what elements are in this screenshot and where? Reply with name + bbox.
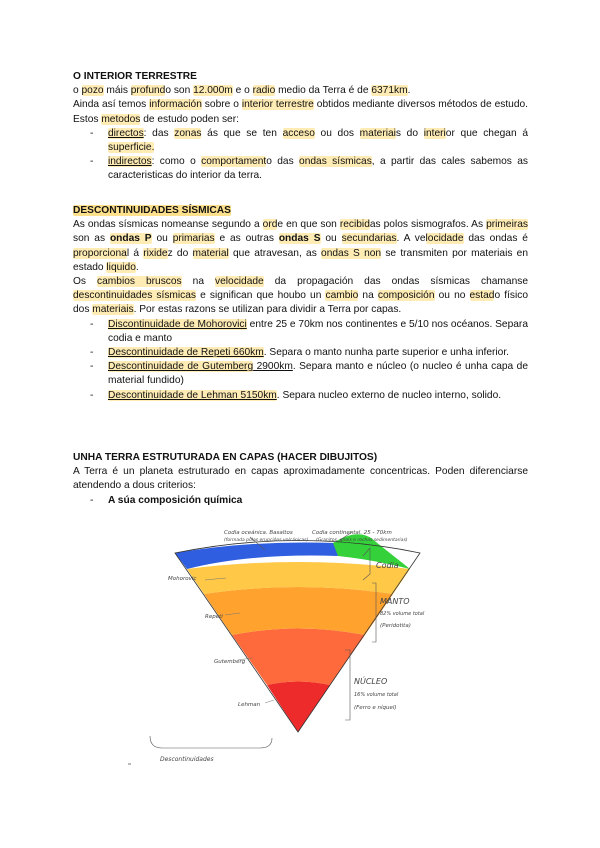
label-nucleo: NÚCLEO <box>354 677 388 686</box>
label-manto: MANTO <box>380 597 410 606</box>
intro-line: o pozo máis profundo son 12.000m e o radio medio da Terra é de 6371km. <box>73 85 411 97</box>
label-descontinuidades: Descontinuidades <box>160 756 214 763</box>
ondas-paragraph: As ondas sísmicas nomeanse segundo a orde en que son recibidas polos sismografos. As primeiras son as ondas P ou primarias e as outras ondas S ou secundarias. A velocidade das ondas é proporcional á rixidez do material que atravesan, as ondas S non se transmiten por materiais en estado liquido. <box>73 219 529 273</box>
label-gutemberg: Gutemberg <box>214 659 246 665</box>
list-item: - Descontinuidade de Gutemberg 2900km. Separa manto e núcleo (o nucleo é unha capa de material fundido) <box>73 360 528 388</box>
lower-mantle-layer <box>204 587 393 635</box>
label-nucleo-volume: 16% volume total <box>354 692 399 698</box>
label-mohorovic: Mohorovic <box>168 576 197 582</box>
list-item: - indirectos: como o comportamento das ondas sísmicas, a partir das cales sabemos as caracteristicas do interior da terra. <box>73 155 528 183</box>
section-title-interior: O INTERIOR TERRESTRE <box>73 71 197 82</box>
label-repeti: Repeti <box>205 614 223 620</box>
section-title-capas: UNHA TERRA ESTRUTURADA EN CAPAS (HACER DIBUJITOS) <box>73 452 378 463</box>
list-item: - Descontinuidade de Repeti 660km. Separa o manto nunha parte superior e unha inferior. <box>73 346 528 360</box>
cambios-paragraph: Os cambios bruscos na velocidade da propagación das ondas sísmicas chamanse descontinuidades sísmicas e significan que houbo un cambio na composición ou no estado físico dos materiais. Por estas razons se utilizan para dividir a Terra por capas. <box>73 276 528 316</box>
label-continental-crust-sub: (Granitos, gneis e rochas sedimentarias) <box>316 538 408 543</box>
label-codia: Codia <box>376 561 399 570</box>
list-item: - directos: das zonas ás que se ten acceso ou dos materiais do interior que chegan á superficie. <box>73 127 528 155</box>
section-title-descontinuidades: DESCONTINUIDADES SÍSMICAS <box>73 205 231 216</box>
capas-paragraph: A Terra é un planeta estruturado en capas aproximadamente concentricas. Poden diferenciarse atendendo a dous criterios: <box>73 466 528 492</box>
label-nucleo-composition: (Ferro e níquel) <box>354 705 397 711</box>
label-continental-crust: Codia continental. 25 - 70km <box>312 530 392 536</box>
outer-core-layer <box>232 629 365 686</box>
methods-paragraph: Ainda así temos información sobre o interior terrestre obtidos mediante diversos métodos de estudo. Estos metodos de estudo poden ser: <box>73 99 528 125</box>
list-item: - Descontinuidade de Lehman 5150km. Separa nucleo externo de nucleo interno, solido. <box>73 389 528 403</box>
label-manto-rock: (Peridotita) <box>380 623 411 629</box>
inner-core-layer <box>267 682 330 733</box>
list-item: - A súa composición química <box>73 494 528 508</box>
label-oceanic-crust: Codia oceánica. Basaltos <box>224 530 293 536</box>
label-oceanic-crust-sub: (formada polas erupcións volcánicas) <box>224 538 309 543</box>
label-lehman: Lehman <box>238 702 261 708</box>
label-manto-volume: 82% volume total <box>380 611 425 617</box>
list-item: - Discontinuidade de Mohorovici entre 25 e 70km nos continentes e 5/10 nos océanos. Separa codia e manto <box>73 318 528 346</box>
